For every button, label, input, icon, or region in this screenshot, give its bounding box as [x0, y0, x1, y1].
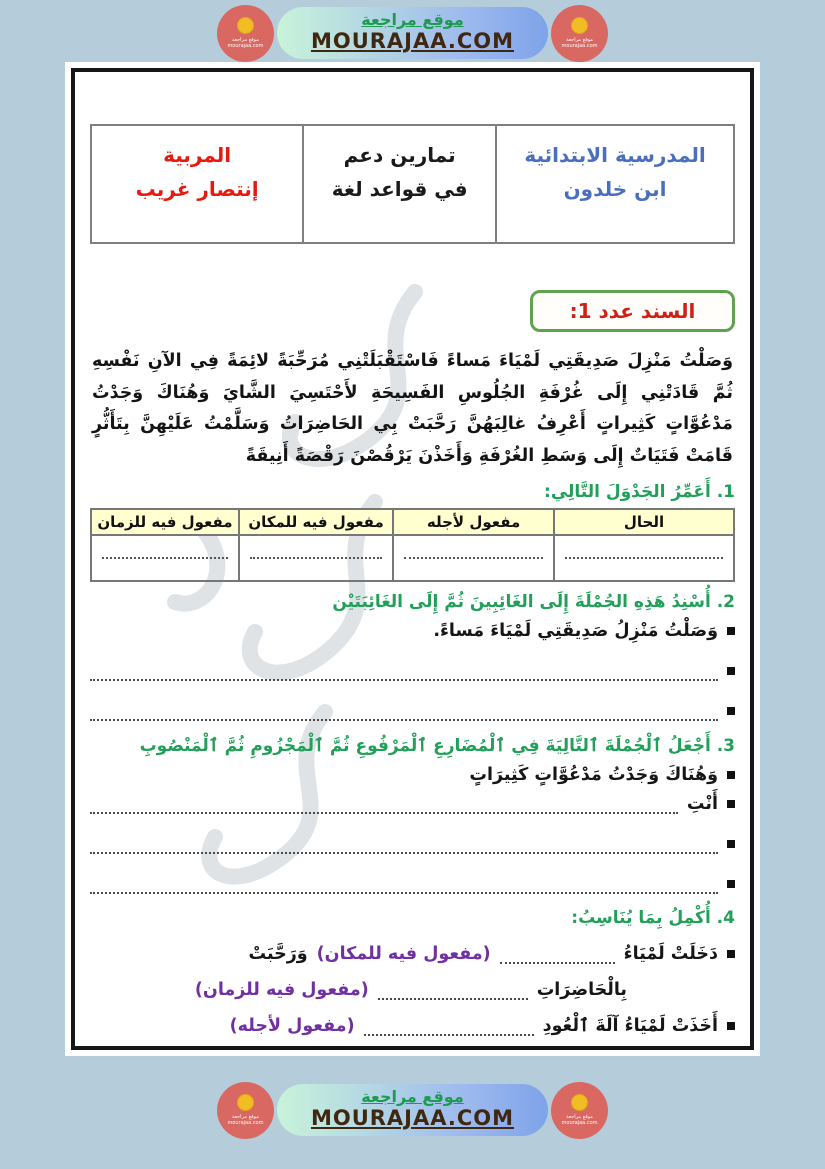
site-logo-left[interactable]	[217, 5, 274, 62]
exercise-3-answer-row-2	[90, 878, 735, 894]
logo-caption-domain: mourajaa.com	[227, 43, 264, 49]
site-logo-right[interactable]	[551, 5, 608, 62]
answer-line	[565, 557, 723, 559]
answer-cell	[239, 535, 393, 581]
school-name-line2: ابن خلدون	[563, 177, 667, 201]
answer-cell	[393, 535, 554, 581]
logo-caption	[562, 1114, 598, 1127]
bullet-marker	[727, 880, 735, 888]
answer-line	[378, 986, 528, 1000]
logo-caption-domain: mourajaa.com	[561, 43, 598, 49]
answer-line	[250, 557, 382, 559]
site-name-link[interactable]: موقع مراجعة	[361, 1087, 464, 1106]
bullet-marker	[727, 1022, 735, 1030]
column-header-maful-liajlih: مفعول لأجله	[393, 509, 554, 535]
column-header-maful-makan: مفعول فيه للمكان	[239, 509, 393, 535]
info-table	[90, 124, 735, 244]
column-header-maful-zaman: مفعول فيه للزمان	[91, 509, 239, 535]
answer-cell	[554, 535, 734, 581]
logo-book-icon	[237, 1094, 254, 1111]
section-title-box	[530, 290, 735, 332]
exercise-2-answer-row-2	[90, 705, 735, 721]
answer-cell	[91, 535, 239, 581]
site-domain-link[interactable]: MOURAJAA.COM	[310, 29, 515, 53]
subject-line1: تمارين دعم	[343, 143, 456, 167]
site-name-link[interactable]: موقع مراجعة	[361, 10, 464, 29]
exercise-4-item-1-hint: (مفعول فيه للمكان)	[316, 944, 491, 964]
exercise-4-item-1-continuation-row	[90, 980, 627, 1000]
answer-line	[90, 705, 718, 721]
site-logo-left[interactable]	[217, 1082, 274, 1139]
worksheet-border	[71, 68, 754, 1050]
worksheet-sheet	[65, 62, 760, 1056]
exercise-4-heading: 4. أُكْمِلُ بِمَا يُنَاسِبُ:	[571, 908, 735, 928]
exercise-1-table-header-row	[91, 509, 734, 535]
answer-line	[90, 798, 678, 814]
teacher-cell	[91, 125, 303, 243]
logo-caption	[227, 37, 263, 50]
teacher-name: إنتصار غريب	[135, 177, 259, 201]
answer-line	[404, 557, 543, 559]
exercise-4-item-2-hint: (مفعول لأجله)	[229, 1016, 355, 1036]
exercise-4-item-1-after: وَرَحَّبَتْ	[248, 944, 308, 964]
exercise-3-prompt-row	[90, 794, 735, 814]
exercise-1-table	[90, 508, 735, 582]
exercise-4-item-1b-before: بِالْحَاضِرَاتِ	[536, 980, 627, 1000]
answer-line	[102, 557, 228, 559]
exercise-3-prompt: أَنْتِ	[686, 794, 718, 814]
bullet-marker	[727, 771, 735, 779]
logo-book-icon	[571, 1094, 588, 1111]
bullet-marker	[727, 840, 735, 848]
bullet-marker	[727, 707, 735, 715]
logo-caption-ar: موقع مراجعة	[566, 1113, 593, 1120]
exercise-2-sentence: وَصَلْتُ مَنْزِلُ صَدِيقَتِي لَمْيَاءَ مَساءً.	[433, 621, 718, 641]
answer-line	[90, 878, 718, 894]
exercise-1-answer-row	[91, 535, 734, 581]
exercise-4-item-1-row	[90, 944, 735, 964]
subject-line2: في قواعد لغة	[331, 177, 468, 201]
logo-caption	[562, 37, 598, 50]
bullet-marker	[727, 667, 735, 675]
bullet-marker	[727, 950, 735, 958]
site-domain-link[interactable]: MOURAJAA.COM	[310, 1106, 515, 1130]
bullet-marker	[727, 800, 735, 808]
exercise-3-sentence: وَهُنَاكَ وَجَدْتُ مَدْعُوَّاتٍ كَثِيرَاتٍ	[469, 765, 718, 785]
logo-caption	[227, 1114, 263, 1127]
exercise-3-sentence-row	[90, 765, 735, 785]
logo-caption-ar: موقع مراجعة	[231, 36, 259, 43]
logo-book-icon	[237, 17, 254, 34]
school-name-cell	[496, 125, 734, 243]
exercise-4-item-1-before: دَخَلَتْ لَمْيَاءُ	[623, 944, 718, 964]
header-banner	[0, 0, 825, 62]
exercise-2-sentence-row	[90, 621, 735, 641]
logo-caption-domain: mourajaa.com	[227, 1120, 264, 1126]
column-header-hal: الحال	[554, 509, 734, 535]
logo-caption-ar: موقع مراجعة	[231, 1113, 259, 1120]
exercise-1-heading: 1. أَعَمِّرُ الجَدْوَلَ التَّالِي:	[544, 482, 735, 502]
subject-cell	[303, 125, 496, 243]
logo-caption-ar: موقع مراجعة	[566, 36, 593, 43]
answer-line	[90, 665, 718, 681]
exercise-2-heading: 2. أُسْنِدُ هَذِهِ الجُمْلَةَ إِلَى الغَائِبِينَ ثُمَّ إِلَى الغَائِبَتَيْن	[332, 592, 735, 612]
bullet-marker	[727, 627, 735, 635]
passage-text: وَصَلْتُ مَنْزِلَ صَدِيقَتِي لَمْيَاءَ مَساءً فَاسْتَقْبَلَتْنِي مُرَحِّبَةً لائِمَةً فِي الآنِ نَفْسِهِ ثُمَّ قَادَتْنِي إِلَى غُرْفَةِ الجُلُوسِ الفَسِيحَةِ لأَحْتَسِيَ الشَّايَ وَهُنَاكَ وَجَدْتُ مَدْعُوَّاتٍ كَثِيراتٍ أَعْرِفُ غالِبَهُنَّ رَحَّبَتْ بِي الحَاضِرَاتُ وَسَلَّمْتُ عَلَيْهِنَّ بِتَأَثُّرٍ قَامَتْ فَتَيَاتٌ إِلَى وَسَطِ الغُرْفَةِ وَأَخَذْنَ يَرْقُصْنَ رَقْصَةً أَنِيقَةً	[92, 351, 733, 466]
exercise-2-answer-row-1	[90, 665, 735, 681]
exercise-4-item-2-row	[90, 1016, 735, 1036]
site-banner-pill	[277, 1084, 548, 1136]
exercise-3-answer-row-1	[90, 838, 735, 854]
exercise-4-item-1b-hint: (مفعول فيه للزمان)	[194, 980, 369, 1000]
teacher-title: المربية	[163, 143, 232, 167]
section-title: السند عدد 1:	[569, 299, 696, 323]
info-table-row	[91, 125, 734, 243]
answer-line	[364, 1022, 534, 1036]
answer-line	[500, 950, 615, 964]
logo-caption-domain: mourajaa.com	[561, 1120, 598, 1126]
answer-line	[90, 838, 718, 854]
site-banner-pill	[277, 7, 548, 59]
logo-book-icon	[571, 17, 588, 34]
footer-banner	[0, 1056, 825, 1146]
exercise-4-item-2-before: أَخَذَتْ لَمْيَاءُ آلَةَ ٱلْعُودِ	[542, 1016, 718, 1036]
exercise-3-heading: 3. أَجْعَلُ ٱلْجُمْلَةَ ٱلتَّالِيَةَ فِي ٱلْمُضَارِعِ ٱلْمَرْفُوعِ ثُمَّ ٱلْمَجْزُومِ ثُمَّ ٱلْمَنْصُوبِ	[139, 736, 735, 756]
site-logo-right[interactable]	[551, 1082, 608, 1139]
school-name-line1: المدرسية الابتدائية	[524, 143, 706, 167]
